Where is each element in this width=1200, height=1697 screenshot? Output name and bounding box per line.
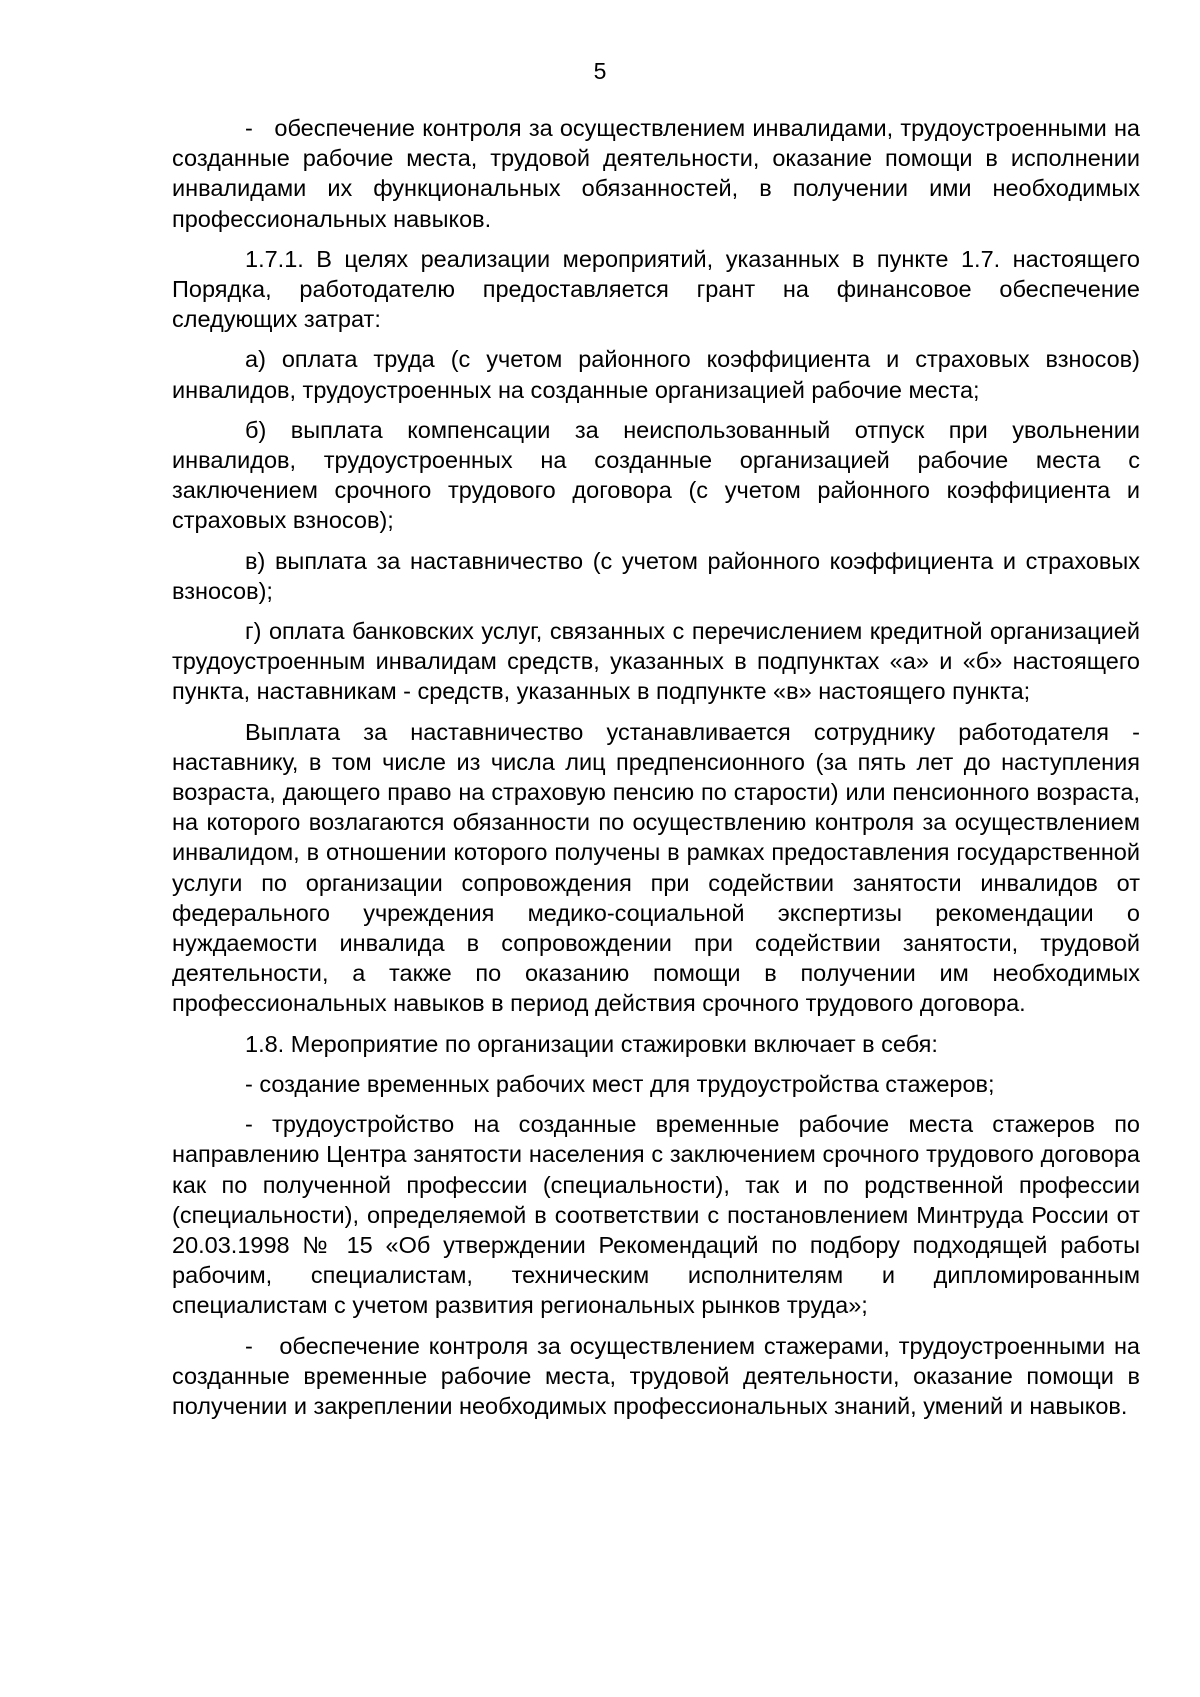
paragraph-1-8: 1.8. Мероприятие по организации стажировки включает в себя: — [245, 1030, 938, 1057]
paragraph-intern-control: - обеспечение контроля за осуществлением стажерами, трудоустроенными на созданные временные рабочие места, трудовой деятельности, оказание помощи в получении и закреплении необходимых профессиональных знаний, умений и навыков. — [172, 1332, 1140, 1419]
paragraph-item-g: г) оплата банковских услуг, связанных с перечислением кредитной организацией трудоустроенным инвалидам средств, указанных в подпунктах «а» и «б» настоящего пункта, наставникам - средств, указанных в подпункте «в» настоящего пункта; — [172, 618, 1140, 705]
page-number: 5 — [593, 58, 607, 84]
paragraph-item-b: б) выплата компенсации за неиспользованный отпуск при увольнении инвалидов, трудоустроенных на созданные организацией рабочие места с заключением срочного трудового договора (с учетом районного коэффициента и страховых взносов); — [172, 416, 1140, 534]
paragraph-mentorship-payment: Выплата за наставничество устанавливается сотруднику работодателя - наставнику, в том числе из числа лиц предпенсионного (за пять лет до наступления возраста, дающего право на страховую пенсию по старости) или пенсионного возраста, на которого возлагаются обязанности по осуществлению контроля за осуществлением инвалидом, в отношении которого получены в рамках предоставления государственной услуги по организации сопровождения при содействии занятости инвалидов от федерального учреждения медико-социальной экспертизы рекомендации о нуждаемости инвалида в сопровождении при содействии занятости, трудовой деятельности, а также по оказанию помощи в получении им необходимых профессиональных навыков в период действия срочного трудового договора. — [172, 718, 1140, 1017]
paragraph-item-v: в) выплата за наставничество (с учетом районного коэффициента и страховых взносов); — [172, 547, 1140, 604]
paragraph-1-7-1: 1.7.1. В целях реализации мероприятий, указанных в пункте 1.7. настоящего Порядка, работодателю предоставляется грант на финансовое обеспечение следующих затрат: — [172, 245, 1140, 333]
paragraph-item-a: а) оплата труда (с учетом районного коэффициента и страховых взносов) инвалидов, трудоустроенных на созданные организацией рабочие места; — [172, 346, 1140, 403]
paragraph-temp-jobs: - создание временных рабочих мест для трудоустройства стажеров; — [245, 1070, 995, 1097]
document-body — [172, 113, 1140, 1421]
paragraph-intern-employment: - трудоустройство на созданные временные рабочие места стажеров по направлению Центра занятости населения с заключением срочного трудового договора как по полученной профессии (специальности), так и по родственной профессии (специальности), определяемой в соответствии с постановлением Минтруда России от 20.03.1998 № 15 «Об утверждении Рекомендаций по подбору подходящей работы рабочим, специалистам, техническим исполнителям и дипломированным специалистам с учетом развития региональных рынков труда»; — [172, 1111, 1140, 1319]
paragraph-disabled-control: - обеспечение контроля за осуществлением инвалидами, трудоустроенными на созданные рабочие места, трудовой деятельности, оказание помощи в исполнении инвалидами их функциональных обязанностей, в получении ими необходимых профессиональных навыков. — [172, 115, 1140, 232]
